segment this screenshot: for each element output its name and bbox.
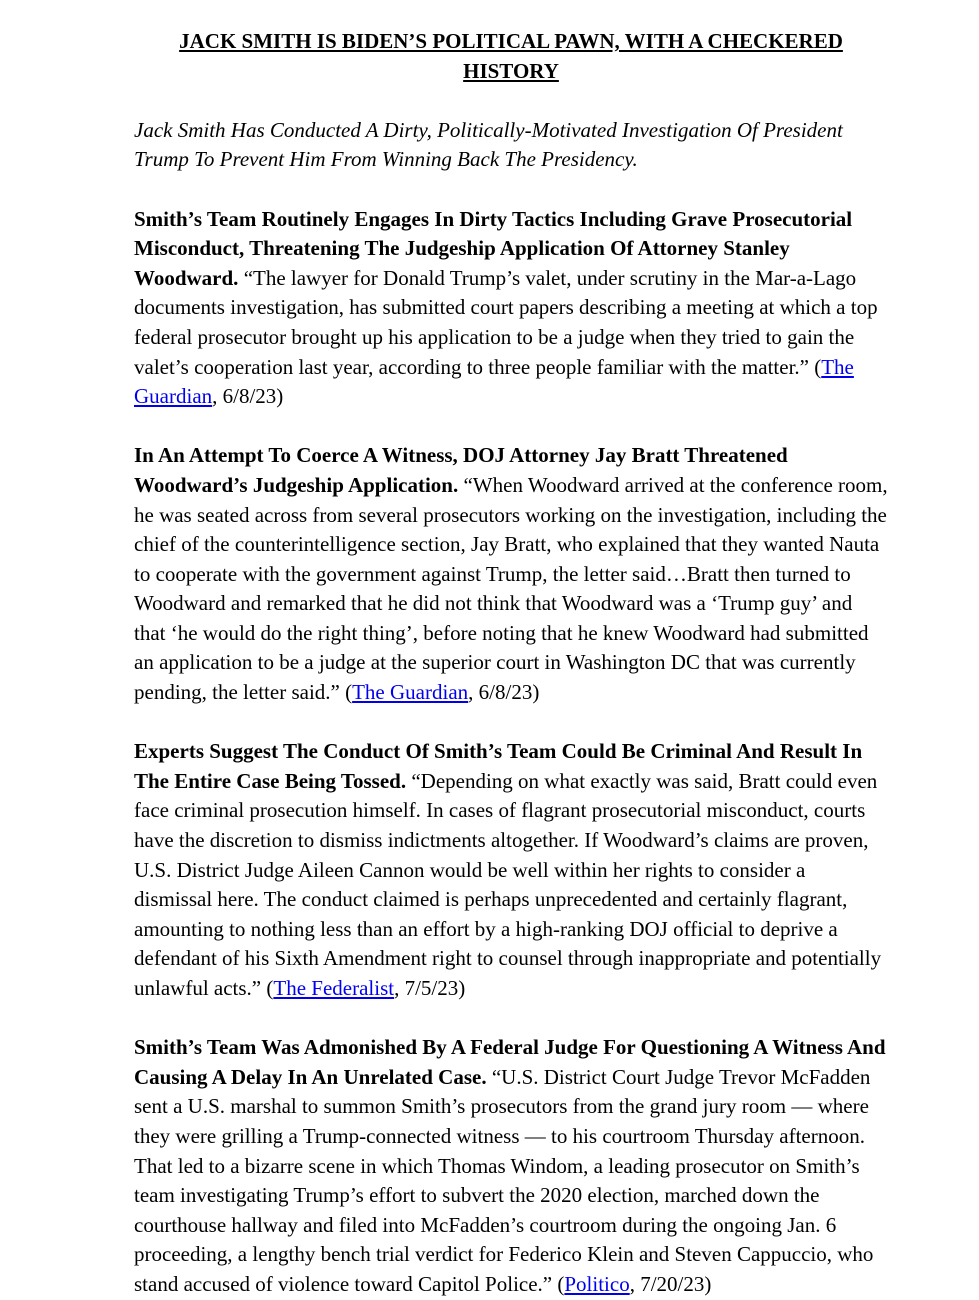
document-subtitle: Jack Smith Has Conducted A Dirty, Politically-Motivated Investigation Of President Trump To Prevent Him From Winning Back The Presidency. bbox=[134, 117, 843, 172]
citation-date: , 7/20/23) bbox=[629, 1271, 712, 1296]
citation-open: ( bbox=[339, 680, 353, 705]
paragraph-list bbox=[134, 205, 888, 1300]
citation-open: ( bbox=[808, 354, 822, 379]
source-link[interactable]: The Guardian bbox=[352, 680, 469, 705]
citation-open: ( bbox=[261, 976, 274, 1000]
paragraph-lead: Smith’s Team Routinely Engages In Dirty Tactics Including Grave Prosecutorial Misconduct, Threatening The Judgeship Application Of Attorney Stanley Woodward. bbox=[134, 206, 853, 290]
quote-text: “The lawyer for Donald Trump’s valet, under scrutiny in the Mar-a-Lago documents investigation, has submitted court papers describing a meeting at which a top federal prosecutor brought up his application to be a judge when they tried to gain the valet’s cooperation last year, according to three people familiar with the matter.” bbox=[134, 265, 878, 379]
quote-text: “U.S. District Court Judge Trevor McFadden sent a U.S. marshal to summon Smith’s prosecutors from the grand jury room — where they were grilling a Trump-connected witness — to his courtroom Thursday afternoon. That led to a bizarre scene in which Thomas Windom, a leading prosecutor on Smith’s team investigating Trump’s effort to subvert the 2020 election, marched down the courthouse hallway and filed into McFadden’s courtroom during the ongoing Jan. 6 proceeding, a lengthy bench trial verdict for Federico Klein and Steven Cappuccio, who stand accused of violence toward Capitol Police.” bbox=[134, 1064, 874, 1296]
source-link[interactable]: The Federalist bbox=[273, 976, 395, 1000]
quote-text: “When Woodward arrived at the conference room, he was seated across from several prosecutors working on the investigation, including the chief of the counterintelligence section, Jay Bratt, who explained that they wanted Nauta to cooperate with the government against Trump, the letter said…Bratt then turned to Woodward and remarked that he did not think that Woodward was a ‘Trump guy’ and that ‘he would do the right thing’, before noting that he knew Woodward had submitted an application to be a judge at the superior court in Washington DC that was currently pending, the letter said.” bbox=[134, 472, 888, 705]
paragraph bbox=[134, 205, 888, 412]
citation-date: , 7/5/23) bbox=[394, 976, 466, 1000]
source-link[interactable]: The Guardian bbox=[134, 354, 854, 409]
citation-date: , 6/8/23) bbox=[468, 680, 540, 705]
source-link[interactable]: Politico bbox=[564, 1271, 630, 1296]
citation-open: ( bbox=[552, 1271, 565, 1296]
paragraph-lead: Smith’s Team Was Admonished By A Federal Judge For Questioning A Witness And Causing A Delay In An Unrelated Case. bbox=[134, 1035, 886, 1089]
paragraph-lead: In An Attempt To Coerce A Witness, DOJ Attorney Jay Bratt Threatened Woodward’s Judgeship Application. bbox=[134, 443, 788, 497]
document-title: JACK SMITH IS BIDEN’S POLITICAL PAWN, WITH A CHECKERED HISTORY bbox=[179, 29, 843, 83]
paragraph bbox=[134, 441, 888, 707]
citation-date: , 6/8/23) bbox=[212, 384, 284, 409]
quote-text: “Depending on what exactly was said, Bratt could even face criminal prosecution himself. In cases of flagrant prosecutorial misconduct, courts have the discretion to dismiss indictments altogether. If Woodward’s claims are proven, U.S. District Judge Aileen Cannon would be well within her rights to consider a dismissal here. The conduct claimed is perhaps unprecedented and certainly flagrant, amounting to nothing less than an effort by a high-ranking DOJ official to deprive a defendant of his Sixth Amendment right to counsel through inappropriate and potentially unlawful acts.” bbox=[134, 768, 882, 1000]
paragraph bbox=[134, 737, 888, 1003]
paragraph bbox=[134, 1033, 888, 1299]
paragraph-lead: Experts Suggest The Conduct Of Smith’s Team Could Be Criminal And Result In The Entire Case Being Tossed. bbox=[134, 739, 863, 793]
